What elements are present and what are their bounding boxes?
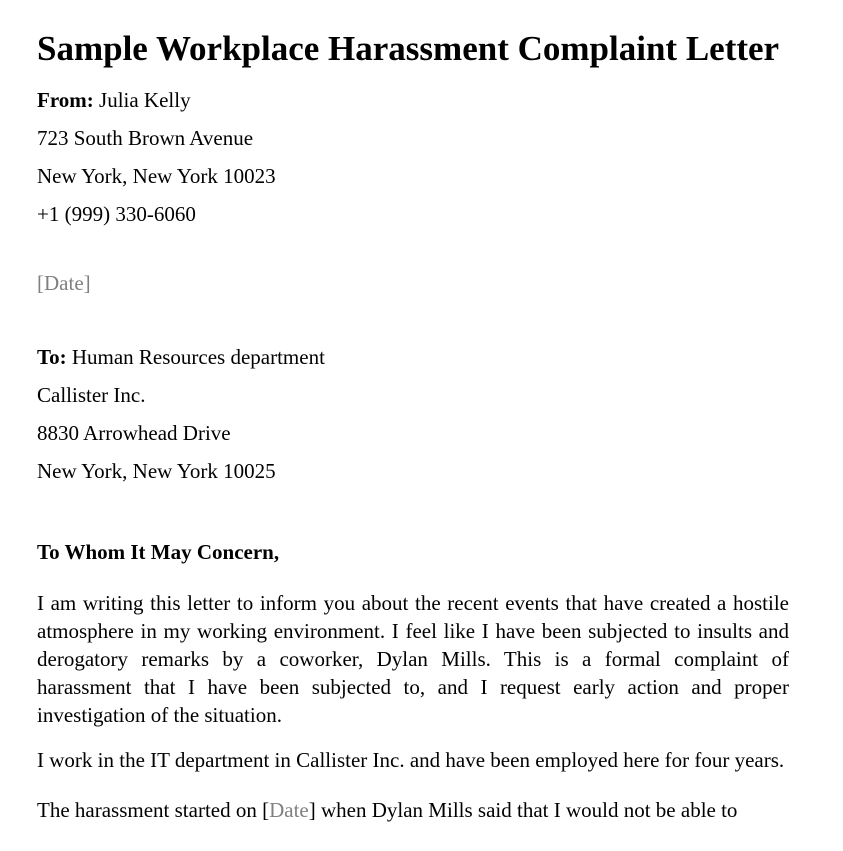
paragraph-3-close-bracket: ] — [308, 798, 316, 822]
recipient-address-line-2: New York, New York 10025 — [37, 459, 276, 483]
sender-phone: +1 (999) 330-6060 — [37, 202, 196, 226]
recipient-address-line-1: 8830 Arrowhead Drive — [37, 421, 231, 445]
sender-address-line-2: New York, New York 10023 — [37, 164, 276, 188]
page-title: Sample Workplace Harassment Complaint Letter — [37, 29, 780, 68]
recipient-name: Human Resources department — [66, 345, 325, 369]
from-label: From: — [37, 88, 94, 112]
paragraph-3-open-bracket: [ — [262, 798, 270, 822]
body-paragraph-3 — [37, 796, 789, 824]
date-placeholder-field[interactable] — [37, 271, 91, 295]
sender-from-line — [37, 86, 789, 114]
recipient-company: Callister Inc. — [37, 383, 146, 407]
recipient-to-line — [37, 343, 789, 371]
inline-date-placeholder-field[interactable]: Date — [269, 798, 309, 822]
sender-name: Julia Kelly — [93, 88, 191, 112]
to-label: To: — [37, 345, 67, 369]
sender-address-line-1: 723 South Brown Avenue — [37, 126, 254, 150]
salutation: To Whom It May Concern, — [37, 540, 280, 564]
paragraph-3-text-after: when Dylan Mills said that I would not be able to — [315, 798, 738, 822]
paragraph-3-text-before: The harassment started on — [37, 798, 263, 822]
date-close-bracket: ] — [83, 271, 91, 295]
date-open-bracket: [ — [37, 271, 44, 295]
body-paragraph-1: I am writing this letter to inform you about the recent events that have created a hostile atmosphere in my working environment. I feel like I have been subjected to insults and derogatory remarks by a coworker, Dylan Mills. This is a formal complaint of harassment that I have been subjected to, and I request early action and proper investigation of the situation. — [37, 591, 789, 727]
body-paragraph-2: I work in the IT department in Callister Inc. and have been employed here for four years. — [37, 748, 785, 772]
date-line — [37, 269, 789, 297]
date-placeholder-text: Date — [44, 271, 84, 295]
